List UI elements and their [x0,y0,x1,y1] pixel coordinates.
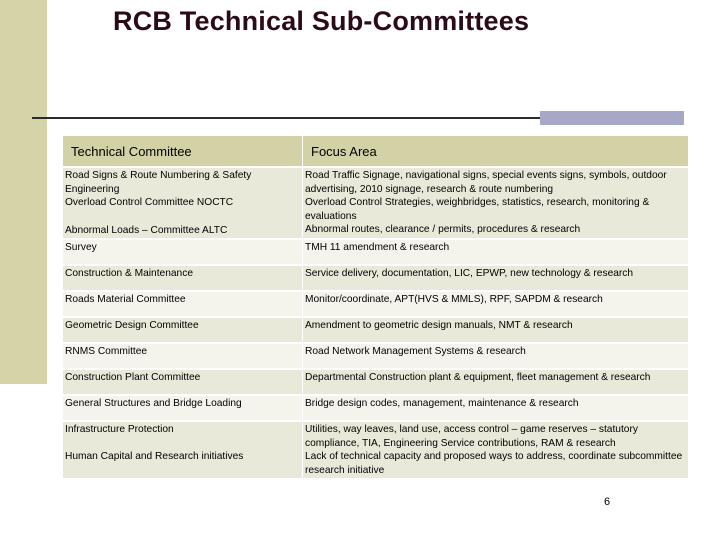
focus-cell: Road Network Management Systems & research [303,344,689,368]
focus-cell [303,168,689,238]
table-header-row [63,136,689,166]
header-focus-area: Focus Area [303,136,689,166]
committee-cell [63,422,303,478]
focus-cell: Amendment to geometric design manuals, NMT & research [303,318,689,342]
committee-cell: Geometric Design Committee [63,318,303,342]
focus-cell: TMH 11 amendment & research [303,240,689,264]
focus-cell: Monitor/coordinate, APT(HVS & MMLS), RPF, SAPDM & research [303,292,689,316]
table-row [63,344,689,368]
slide-title: RCB Technical Sub-Committees [113,6,530,36]
committee-name: Infrastructure Protection [65,424,174,435]
committee-cell: RNMS Committee [63,344,303,368]
focus-cell: Departmental Construction plant & equipment, fleet management & research [303,370,689,394]
page-number: 6 [604,496,611,508]
table-row [63,292,689,316]
focus-text: Abnormal routes, clearance / permits, procedures & research [305,224,581,235]
committee-name: Human Capital and Research initiatives [65,450,244,462]
focus-text: Utilities, way leaves, land use, access control – game reserves – statutory compliance, TIA, Engineering Service contributions, RAM & research [305,424,638,449]
committee-table [63,134,689,480]
table-row [63,422,689,478]
committee-cell: General Structures and Bridge Loading [63,396,303,420]
header-technical-committee: Technical Committee [63,136,303,166]
committee-cell [63,168,303,238]
focus-cell: Service delivery, documentation, LIC, EPWP, new technology & research [303,266,689,290]
left-decorative-band [0,0,47,384]
committee-cell: Roads Material Committee [63,292,303,316]
committee-cell: Construction & Maintenance [63,266,303,290]
committee-name: Overload Control Committee NOCTC [65,197,234,208]
table-row [63,396,689,420]
focus-text: Lack of technical capacity and proposed ways to address, coordinate subcommittee research initiative [305,451,683,476]
table-row [63,168,689,238]
focus-cell: Bridge design codes, management, maintenance & research [303,396,689,420]
focus-cell [303,422,689,478]
committee-name: Road Signs & Route Numbering & Safety Engineering [65,170,252,195]
table-row [63,240,689,264]
table-row [63,370,689,394]
table-row [63,318,689,342]
committee-cell: Construction Plant Committee [63,370,303,394]
focus-text: Overload Control Strategies, weighbridges, statistics, research, monitoring & evaluations [305,197,650,222]
committee-name: Abnormal Loads – Committee ALTC [65,224,228,236]
focus-text: Road Traffic Signage, navigational signs, special events signs, symbols, outdoor advertising, 2010 signage, research & route numbering [305,170,667,195]
table-row [63,266,689,290]
committee-cell: Survey [63,240,303,264]
title-rule-accent [540,111,684,125]
